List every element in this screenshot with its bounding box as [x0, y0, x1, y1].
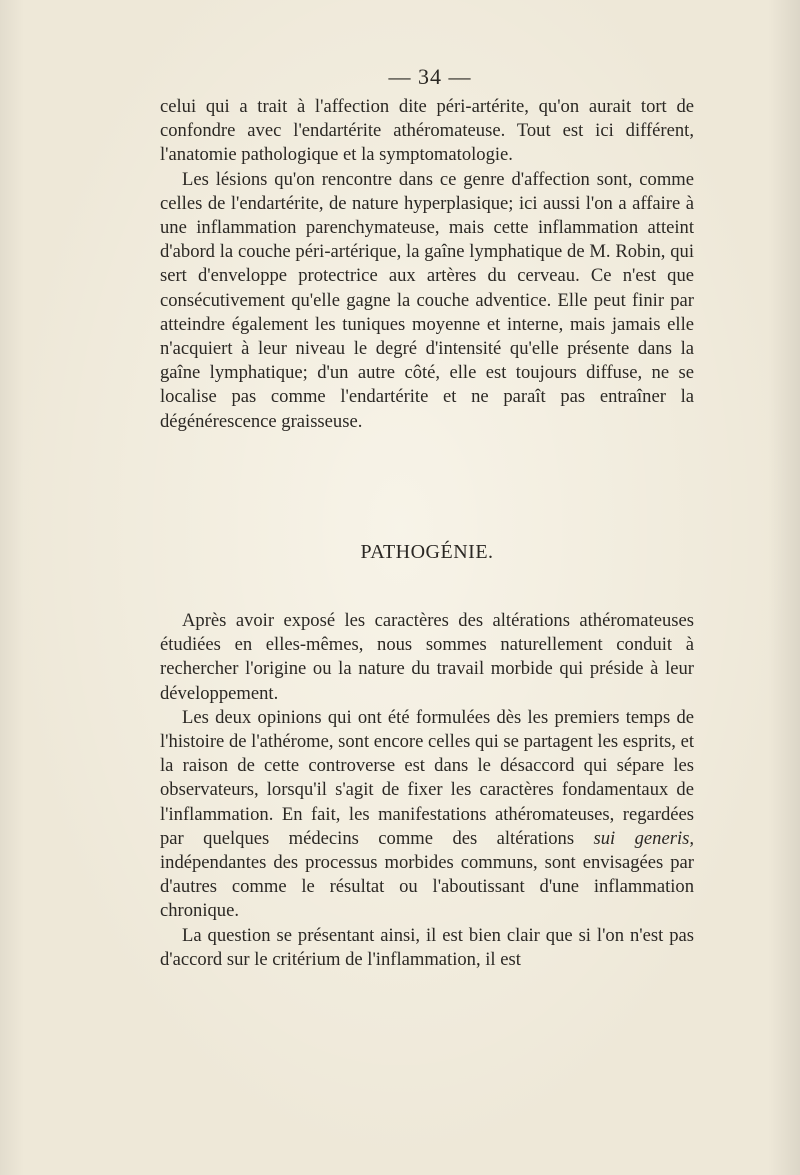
paragraph: celui qui a trait à l'affection dite péri-artérite, qu'on aurait tort de confondre avec l'endartérite athéromateuse. Tout est ici différent, l'anatomie pathologique et la symptomatologie.	[160, 96, 694, 166]
paragraph	[160, 706, 694, 924]
paragraph-text: indépendantes des processus morbides communs, sont envisagées par d'autres comme le résultat ou l'aboutissant d'une inflammation chronique.	[160, 852, 694, 922]
text-block-intro	[160, 95, 694, 434]
page-number: — 34 —	[388, 64, 472, 89]
paragraph: La question se présentant ainsi, il est bien clair que si l'on n'est pas d'accord sur le critérium de l'inflammation, il est	[160, 924, 694, 970]
section-heading: PATHOGÉNIE.	[360, 541, 494, 563]
text-block-pathogenie	[160, 609, 694, 972]
paragraph-text: Les deux opinions qui ont été formulées dès les premiers temps de l'histoire de l'athérome, sont encore celles qui se partagent les esprits, et la raison de cette controverse est dans le désaccord qui sépare les observateurs, lorsqu'il s'agit de fixer les caractères fondamentaux de l'inflammation. En fait, les manifestations athéromateuses, regardées par quelques médecins comme des altérations	[160, 706, 694, 849]
italic-phrase: sui generis,	[593, 827, 694, 849]
paragraph: Les lésions qu'on rencontre dans ce genre d'affection sont, comme celles de l'endartérite, de nature hyperplasique; ici aussi l'on a affaire à une inflammation parenchymateuse, mais cette inflammation atteint d'abord la couche péri-artérique, la gaîne lymphatique de M. Robin, qui sert d'enveloppe protectrice aux artères du cerveau. Ce n'est que consécutivement qu'elle gagne la couche adventice. Elle peut finir par atteindre également les tuniques moyenne et interne, mais jamais elle n'acquiert à leur niveau le degré d'intensité qu'elle présente dans la gaîne lymphatique; d'un autre côté, elle est toujours diffuse, ne se localise pas comme l'endartérite et ne paraît pas entraîner la dégénérescence graisseuse.	[160, 168, 694, 432]
paragraph: Après avoir exposé les caractères des altérations athéromateuses étudiées en elles-mêmes, nous sommes naturellement conduit à rechercher l'origine ou la nature du travail morbide qui préside à leur développement.	[160, 610, 694, 704]
